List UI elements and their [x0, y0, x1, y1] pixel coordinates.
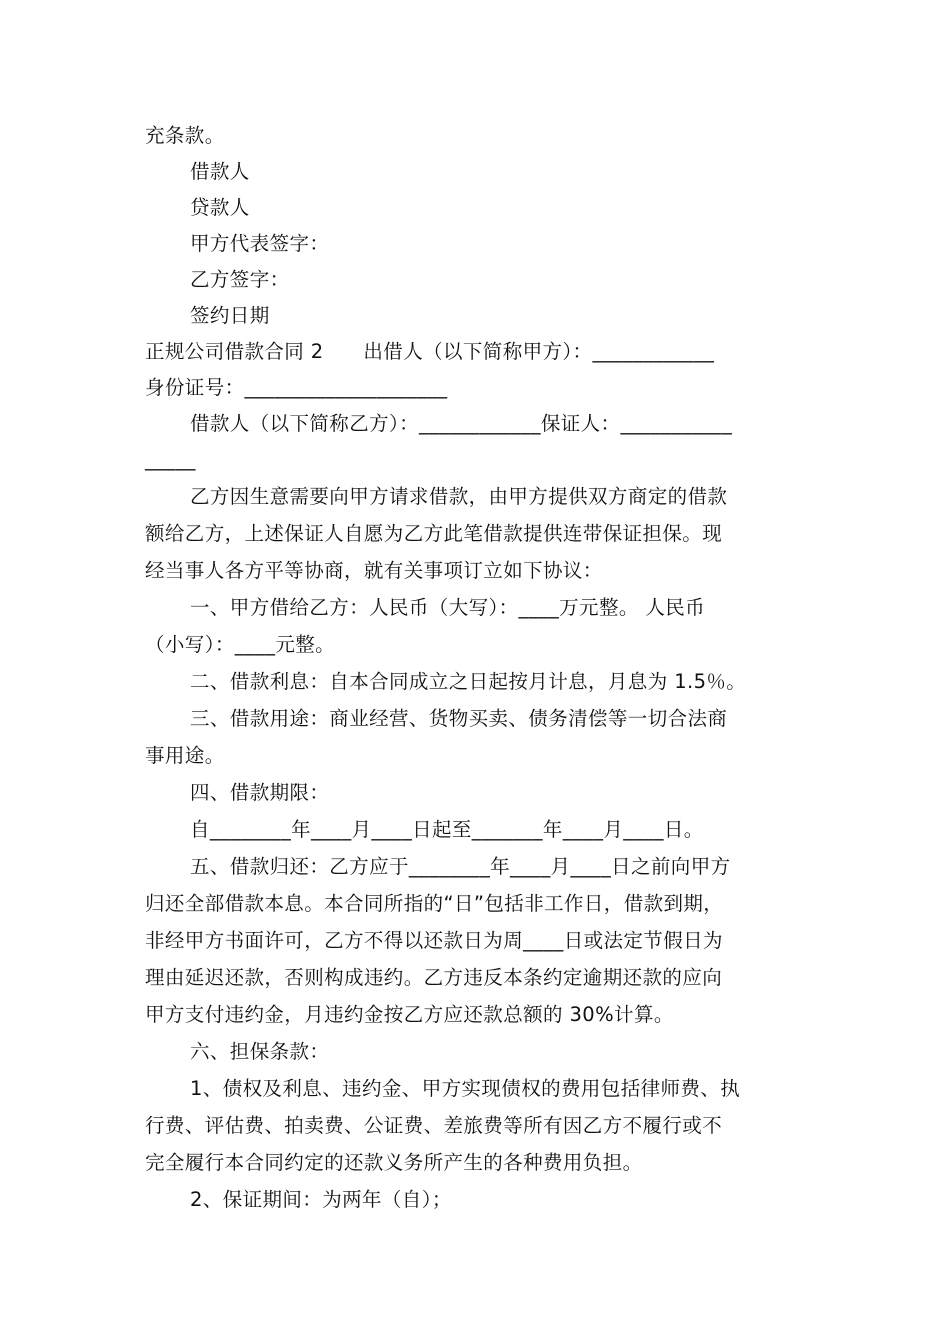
document-page [145, 118, 810, 1218]
doc-line: 经当事人各方平等协商，就有关事项订立如下协议： [145, 559, 603, 582]
doc-line: 甲方代表签字： [190, 232, 330, 255]
doc-line: 三、借款用途：商业经营、货物买卖、债务清偿等一切合法商 [190, 707, 728, 730]
doc-line: 充条款。 [145, 124, 225, 147]
doc-line: 借款人 [190, 160, 250, 183]
doc-line: 归还全部借款本息。本合同所指的“日”包括非工作日，借款到期， [145, 892, 724, 915]
doc-line: （小写）：____元整。 [145, 633, 336, 656]
doc-line: 行费、评估费、拍卖费、公证费、差旅费等所有因乙方不履行或不 [145, 1114, 723, 1137]
doc-line: 1、债权及利息、违约金、甲方实现债权的费用包括律师费、执 [190, 1077, 741, 1100]
doc-line: 自________年____月____日起至_______年____月____日。 [190, 818, 704, 841]
doc-line: 身份证号：____________________ [145, 376, 448, 399]
doc-line: 完全履行本合同约定的还款义务所产生的各种费用负担。 [145, 1151, 643, 1174]
doc-line: 二、借款利息：自本合同成立之日起按月计息，月息为 1.5％。 [190, 670, 747, 693]
doc-line: 乙方因生意需要向甲方请求借款，由甲方提供双方商定的借款 [190, 485, 728, 508]
contract-title-line: 正规公司借款合同 2 出借人（以下简称甲方）：____________ [145, 340, 715, 363]
doc-line: 一、甲方借给乙方：人民币（大写）：____万元整。 人民币 [190, 596, 706, 619]
doc-line: 四、借款期限： [190, 781, 330, 804]
doc-line: 额给乙方，上述保证人自愿为乙方此笔借款提供连带保证担保。现 [145, 522, 723, 545]
doc-line: 五、借款归还：乙方应于________年____月____日之前向甲方 [190, 855, 731, 878]
doc-line: _____ [145, 448, 196, 471]
doc-line: 借款人（以下简称乙方）：____________保证人：___________ [190, 412, 733, 435]
doc-line: 理由延迟还款，否则构成违约。乙方违反本条约定逾期还款的应向 [145, 966, 723, 989]
doc-line: 非经甲方书面许可，乙方不得以还款日为周____日或法定节假日为 [145, 929, 723, 952]
doc-line: 事用途。 [145, 744, 225, 767]
doc-line: 贷款人 [190, 196, 250, 219]
doc-line: 签约日期 [190, 304, 270, 327]
doc-line: 甲方支付违约金，月违约金按乙方应还款总额的 30%计算。 [145, 1003, 674, 1026]
doc-line: 六、担保条款： [190, 1040, 330, 1063]
contract-body [145, 478, 810, 1218]
doc-line: 乙方签字： [190, 268, 290, 291]
doc-line: 2、保证期间：为两年（自）； [190, 1188, 452, 1211]
